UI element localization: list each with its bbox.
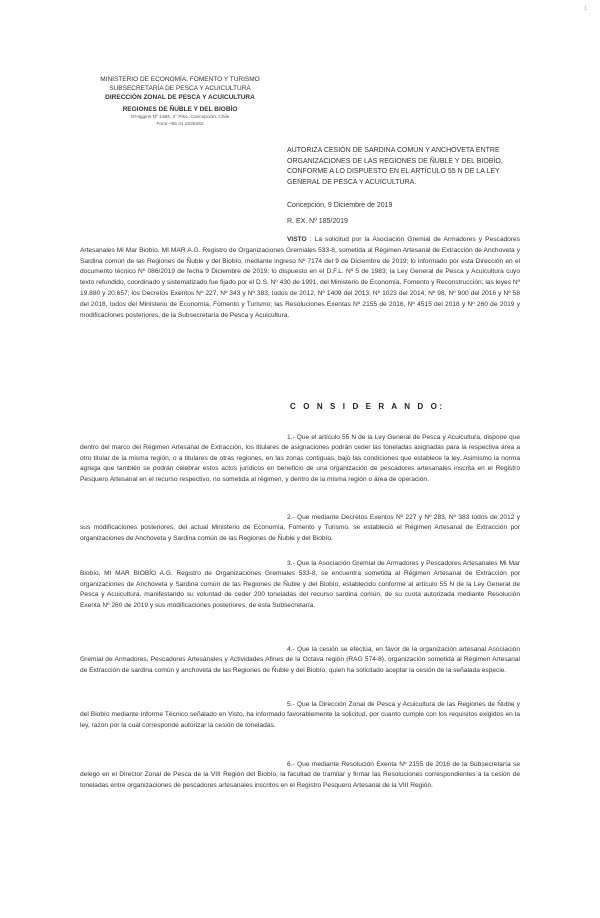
paragraph-3 — [80, 559, 520, 611]
letterhead — [80, 75, 280, 128]
paragraph-1 — [80, 433, 520, 485]
paragraph-5 — [80, 700, 520, 731]
direction-name: DIRECCIÓN ZONAL DE PESCA Y ACUICULTURA — [105, 94, 255, 101]
address-line-2: Fono +56 41 2226262 — [156, 122, 204, 127]
paragraph-2-text: 2.- Que mediante Decretos Exentos Nº 227 y Nº 283, Nº 383 todos de 2012 y sus modificaciones posteriores, del actual Ministerio de Economía, Fomento y Turismo, se estableció el Régimen Artesanal de Extracción por organizaciones de Anchoveta y Sardina común de las Regiones de Ñuble y del Biobío. — [80, 514, 520, 542]
paragraph-5-text: 5.- Que la Dirección Zonal de Pesca y Acuicultura de las Regiones de Ñuble y del Biobío mediante Informe Técnico señalado en Visto, ha informado favorablemente la solicitud, por cuanto cumple con los requisitos exigidos en la ley, razón por la cual corresponde autorizar la cesión de toneladas. — [80, 701, 520, 729]
reference-summary: AUTORIZA CESIÓN DE SARDINA COMÚN Y ANCHOVETA ENTRE ORGANIZACIONES DE LAS REGIONES DE ÑUBLE Y DEL BIOBÍO, CONFORME A LO DISPUESTO EN EL ARTÍCULO 55 N DE LA LEY GENERAL DE PESCA Y ACUICULTURA. — [287, 147, 503, 186]
visto-label: VISTO — [287, 236, 307, 243]
paragraph-1-text: 1.- Que el artículo 55 N de la Ley General de Pesca y Acuicultura, dispone que dentro del marco del Régimen Artesanal de Extracción, los titulares de asignaciones podrán ceder las toneladas asignadas para la respectiva área a otro titular de la misma región, o a titulares de otras regiones, en las zonas contiguas, bajo las condiciones que establece la ley. Asimismo la norma agrega que también se podrán celebrar estos actos jurídicos en beneficio de una organización de pescadores artesanales inscrita en el Registro Pesquero Artesanal en el recurso respectivo, no sometida al régimen, y dentro de la misma región o área de operación. — [80, 434, 520, 483]
resolution-number: R. EX. Nº 185/2019 — [287, 218, 348, 225]
visto-section — [80, 235, 520, 321]
visto-text: : La solicitud por la Asociación Gremial de Armadores y Pescadores Artesanales Mi Mar Biobío, MI MAR A.G. Registro de Organizaciones Gremiales 533-8, sometida al Régimen Artesanal de Extracción de Anchoveta y Sardina común de las Regiones de Ñuble y del Biobío, mediante ingreso Nº 7174 del 9 de Diciembre de 2019; lo informado por esta Dirección en el documento técnico Nº 086/2019 de fecha 9 Diciembre de 2019; lo dispuesto en el D.F.L. Nº 5 de 1983; la Ley General de Pesca y Acuicultura cuyo texto refundido, coordinado y sistematizado fue fijado por el D.S. Nº 430 de 1991, del Ministerio de Economía, Fomento y Reconstrucción; las leyes Nº 19.880 y 20.657; los Decretos Exentos Nº 227, Nº 343 y Nº 383, todos de 2012, Nº 1409 del 2013, Nº 1023 del 2014, Nº 98, Nº 900 del 2016 y Nº 58 del 2018, todos del Ministerio de Economía, Fomento y Turismo; las Resoluciones Exentas Nº 2155 de 2016, Nº 4515 del 2018 y Nº 260 de 2019 y modificaciones posteriores, de la Subsecretaría de Pesca y Acuicultura. — [80, 236, 520, 319]
considerando-heading: C O N S I D E R A N D O: — [290, 402, 445, 411]
paragraph-4-text: 4.- Que la cesión se efectúa, en favor de la organización artesanal Asociación Gremial de Armadores, Pescadores Artesanales y Actividades Afines de la Octava región (RAG 574-8), organización sometida al Régimen Artesanal de Extracción de sardina común y anchoveta de las Regiones de Ñuble y del Biobío, quien ha solicitado aceptar la cesión de la señalada especie. — [80, 646, 520, 674]
address-line-1: O'Higgins Nº 1384, 4° Piso, Concepción, Chile — [130, 115, 230, 120]
paragraph-6-text: 6.- Que mediante Resolución Exenta Nº 2155 de 2016 de la Subsecretaría se delegó en el Director Zonal de Pesca de la VIII Región del Biobío, la facultad de tramitar y firmar las Resoluciones correspondientes a la cesión de toneladas entre organizaciones de pescadores artesanales inscritos en el Registro Pesquero Artesanal de la VIII Región. — [80, 761, 520, 789]
paragraph-6 — [80, 760, 520, 791]
paragraph-4 — [80, 645, 520, 676]
document-date: Concepción, 9 Diciembre de 2019 — [287, 202, 393, 209]
folio-number: 1 — [584, 6, 588, 12]
ministry-name: MINISTERIO DE ECONOMÍA, FOMENTO Y TURISMO — [100, 76, 260, 83]
subsecretaria-name: SUBSECRETARÍA DE PESCA Y ACUICULTURA — [109, 85, 251, 92]
regions-name: REGIONES DE ÑUBLE Y DEL BIOBÍO — [122, 106, 238, 113]
paragraph-3-text: 3.- Que la Asociación Gremial de Armadores y Pescadores Artesanales Mi Mar Biobío, MI MAR BIOBÍO A.G. Registro de Organizaciones Gremiales 533-8, se encuentra sometida al Régimen Artesanal de Extracción por organizaciones de Anchoveta y Sardina común de las Regiones de Ñuble y del Biobío, establecido conforme al artículo 55 N de la Ley General de Pesca y Acuicultura, manifestando su voluntad de ceder 200 toneladas del recurso sardina común, de su cuota autorizada mediante Resolución Exenta Nº 260 de 2019 y sus modificaciones posteriores, de esta Subsecretaría. — [80, 560, 520, 609]
paragraph-2 — [80, 513, 520, 544]
